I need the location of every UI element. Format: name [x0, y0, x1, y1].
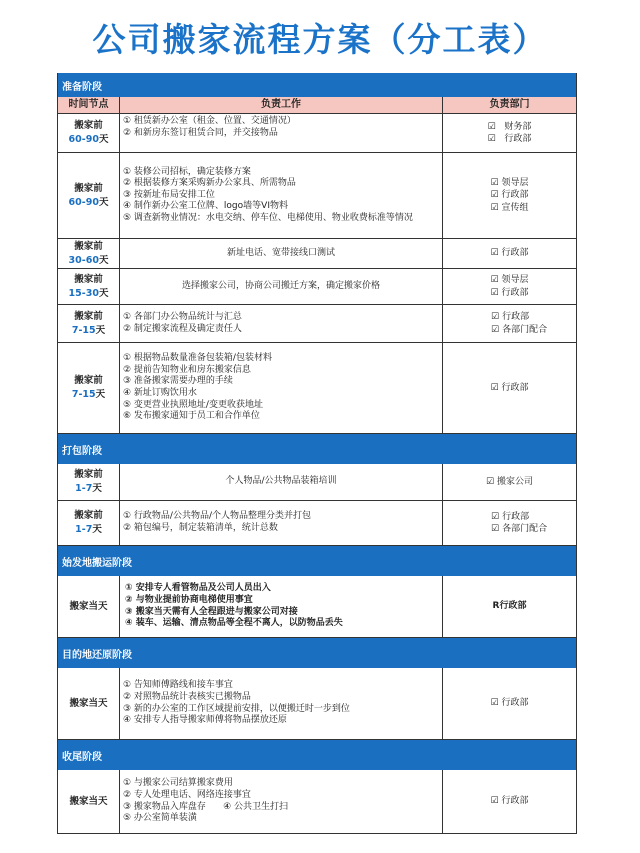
dept-item — [491, 311, 529, 324]
dept-label: 财务部 — [504, 121, 532, 132]
time-cell — [58, 343, 120, 433]
table-row — [58, 501, 576, 546]
task-item: ② 专人处理电话、网络连接事宜 — [123, 789, 251, 800]
day-unit: 天 — [98, 254, 109, 266]
work-cell — [120, 239, 443, 268]
checkbox-checked-icon: ☑ — [490, 287, 499, 298]
task-item: 个人物品/公共物品装箱培训 — [225, 476, 337, 487]
dept-item — [490, 189, 528, 202]
checkbox-checked-icon: ☑ — [490, 190, 499, 201]
time-label: 搬家当天 — [69, 795, 108, 807]
task-item: ③ 按新址布局安排工位 — [123, 189, 215, 200]
time-cell — [58, 153, 120, 238]
work-cell — [120, 114, 443, 152]
dept-item — [490, 287, 528, 300]
dept-cell — [443, 239, 576, 268]
dept-label: 行政部 — [501, 190, 529, 201]
work-cell — [120, 464, 443, 500]
task-item: ② 根据装修方案采购新办公家具、所需物品 — [123, 178, 296, 189]
dept-cell — [443, 114, 576, 152]
dept-cell — [443, 668, 576, 739]
dept-cell — [443, 576, 576, 637]
stage-bar-restore — [58, 638, 576, 668]
dept-label: 各部门配合 — [502, 324, 548, 335]
dept-label: 行政部 — [501, 698, 529, 709]
day-unit: 天 — [98, 287, 109, 299]
work-cell — [120, 305, 443, 342]
task-item: ① 各部门办公物品统计与汇总 — [123, 311, 242, 322]
day-unit: 天 — [98, 134, 109, 145]
checkbox-checked-icon: ☑ — [487, 121, 496, 132]
work-cell — [120, 269, 443, 304]
task-item: 新址电话、宽带接线口测试 — [226, 247, 335, 258]
dept-cell — [443, 770, 576, 833]
time-cell — [58, 239, 120, 268]
day-range: 7-15 — [71, 389, 96, 400]
dept-cell — [443, 343, 576, 433]
table-row — [58, 770, 576, 834]
task-item: ⑤ 变更营业执照地址/变更收获地址 — [123, 399, 263, 410]
time-cell — [58, 114, 120, 152]
day-unit: 天 — [98, 196, 109, 208]
work-cell — [120, 153, 443, 238]
task-item: ② 和新房东签订租赁合同，并交接物品 — [123, 127, 278, 138]
task-item: ④ 装车、运输、清点物品等全程不离人，以防物品丢失 — [125, 618, 343, 629]
stage-label: 准备阶段 — [62, 81, 102, 93]
time-cell — [58, 305, 120, 342]
stage-label: 收尾阶段 — [62, 751, 102, 763]
work-cell — [120, 668, 443, 739]
day-range: 1-7 — [75, 483, 93, 494]
task-item: ⑥ 发布搬家通知于员工和合作单位 — [123, 411, 260, 422]
task-item: ② 箱包编号，制定装箱清单，统计总数 — [123, 523, 278, 533]
task-item: ③ 新的办公室的工作区域提前安排，以便搬迁时一步到位 — [123, 703, 350, 714]
dept-label: 行政部 — [501, 287, 529, 298]
day-unit: 天 — [92, 483, 102, 494]
dept-label: 宣传组 — [501, 202, 529, 213]
page-title: 公司搬家流程方案（分工表） — [92, 20, 548, 59]
task-item: ② 与物业提前协商电梯使用事宜 — [125, 594, 253, 605]
time-label: 搬家前 — [74, 469, 103, 480]
day-range: 15-30 — [68, 287, 99, 299]
dept-label: 行政部 — [501, 382, 529, 393]
task-item: ① 与搬家公司结算搬家费用 — [123, 778, 233, 789]
stage-bar-wrap — [58, 740, 576, 770]
stage-bar-move — [58, 546, 576, 576]
table-row — [58, 269, 576, 305]
checkbox-checked-icon: ☑ — [490, 248, 499, 259]
table-row — [58, 239, 576, 269]
checkbox-checked-icon: ☑ — [491, 312, 500, 322]
table-row — [58, 305, 576, 343]
dept-cell — [443, 269, 576, 304]
time-label: 搬家前 — [74, 310, 103, 322]
task-item: 选择搬家公司，协商公司搬迁方案，确定搬家价格 — [181, 280, 380, 291]
dept-item — [491, 511, 529, 524]
time-label: 搬家当天 — [69, 697, 108, 709]
checkbox-checked-icon: ☑ — [491, 524, 500, 534]
table-row — [58, 576, 576, 638]
header-dept: 负责部门 — [489, 99, 530, 110]
day-range: 60-90 — [68, 196, 99, 208]
task-item: ① 根据物品数量准备包装箱/包装材料 — [123, 353, 272, 364]
dept-label: 搬家公司 — [497, 476, 534, 487]
work-cell — [120, 576, 443, 637]
day-range: 30-60 — [68, 254, 99, 266]
dept-item — [490, 274, 528, 287]
checkbox-checked-icon: ☑ — [490, 275, 499, 285]
header-work: 负责工作 — [120, 97, 443, 113]
day-range: 60-90 — [68, 134, 99, 145]
task-item: ① 告知师傅路线和接车事宜 — [123, 680, 233, 691]
dept-item — [490, 202, 528, 215]
time-label: 搬家当天 — [69, 600, 108, 612]
day-range: 7-15 — [71, 324, 96, 336]
day-unit: 天 — [95, 389, 106, 400]
checkbox-checked-icon: ☑ — [490, 202, 499, 213]
dept-label: R行政部 — [492, 601, 527, 612]
dept-item — [490, 247, 528, 260]
work-cell — [120, 501, 443, 545]
dept-cell — [443, 153, 576, 238]
time-cell — [58, 576, 120, 637]
task-item: ① 租赁新办公室（租金、位置、交通情况） — [123, 116, 296, 126]
checkbox-checked-icon: ☑ — [490, 177, 499, 188]
task-item: ③ 搬家物品入库盘存 ④ 公共卫生打扫 — [123, 801, 289, 812]
dept-item — [488, 121, 532, 134]
table-row — [58, 153, 576, 239]
checkbox-checked-icon: ☑ — [491, 324, 500, 335]
checkbox-checked-icon: ☑ — [490, 698, 499, 709]
work-cell — [120, 343, 443, 433]
task-item: ④ 新址订购饮用水 — [123, 388, 197, 398]
dept-cell — [443, 464, 576, 500]
division-table — [57, 73, 577, 834]
time-label: 搬家前 — [74, 510, 103, 521]
time-cell — [58, 269, 120, 304]
dept-item — [488, 133, 532, 146]
time-cell — [58, 668, 120, 739]
time-cell — [58, 770, 120, 833]
task-item: ② 制定搬家流程及确定责任人 — [123, 323, 242, 334]
dept-label: 各部门配合 — [502, 524, 548, 534]
day-unit: 天 — [95, 324, 106, 336]
checkbox-checked-icon: ☑ — [490, 796, 499, 807]
dept-item — [490, 177, 528, 190]
task-item: ① 装修公司招标，确定装修方案 — [123, 166, 251, 177]
checkbox-checked-icon: ☑ — [487, 134, 496, 144]
task-item: ④ 制作新办公室工位牌、logo墙等VI物料 — [123, 201, 288, 212]
dept-label: 行政部 — [502, 312, 530, 322]
dept-label: 行政部 — [501, 796, 529, 807]
stage-label: 打包阶段 — [62, 445, 102, 457]
time-label: 搬家前 — [74, 273, 103, 285]
time-cell — [58, 501, 120, 545]
checkbox-checked-icon: ☑ — [485, 476, 495, 487]
dept-item — [490, 697, 528, 710]
dept-item — [491, 324, 547, 337]
time-label: 搬家前 — [74, 240, 103, 252]
dept-cell — [443, 501, 576, 545]
dept-item — [486, 476, 533, 489]
checkbox-checked-icon: ☑ — [490, 382, 499, 393]
day-unit: 天 — [92, 524, 102, 535]
dept-label: 领导层 — [501, 275, 529, 285]
stage-bar-pack — [58, 434, 576, 464]
task-item: ⑤ 办公室简单装潢 — [123, 813, 197, 824]
dept-item — [491, 523, 547, 536]
header-time: 时间节点 — [58, 97, 120, 113]
dept-item — [490, 382, 528, 395]
time-label: 搬家前 — [74, 182, 103, 194]
dept-label: 领导层 — [501, 177, 529, 188]
dept-label: 行政部 — [502, 511, 530, 522]
task-item: ⑤ 调查新物业情况：水电交纳、停车位、电梯使用、物业收费标准等情况 — [123, 212, 413, 223]
table-row — [58, 343, 576, 434]
dept-label: 行政部 — [504, 134, 532, 144]
time-label: 搬家前 — [74, 375, 103, 386]
task-item: ② 提前告知物业和房东搬家信息 — [123, 364, 251, 375]
stage-bar-prep — [58, 73, 576, 97]
table-row — [58, 464, 576, 501]
task-item: ④ 安排专人指导搬家师傅将物品摆放还原 — [123, 715, 287, 726]
time-cell — [58, 464, 120, 500]
table-row — [58, 114, 576, 153]
dept-item — [490, 795, 528, 808]
task-item: ① 安排专人看管物品及公司人员出入 — [125, 583, 271, 594]
checkbox-checked-icon: ☑ — [491, 511, 500, 522]
stage-label: 目的地还原阶段 — [62, 649, 132, 661]
task-item: ③ 准备搬家需要办理的手续 — [123, 376, 233, 387]
table-row — [58, 668, 576, 740]
table-header — [58, 97, 576, 114]
task-item: ① 行政物品/公共物品/个人物品整理分类并打包 — [123, 511, 311, 522]
task-item: ③ 搬家当天需有人全程跟进与搬家公司对接 — [125, 606, 298, 617]
day-range: 1-7 — [75, 524, 93, 535]
dept-label: 行政部 — [501, 248, 529, 259]
dept-cell — [443, 305, 576, 342]
stage-label: 始发地搬运阶段 — [62, 557, 132, 569]
time-label: 搬家前 — [74, 120, 103, 131]
task-item: ② 对照物品统计表核实已搬物品 — [123, 691, 251, 702]
work-cell — [120, 770, 443, 833]
